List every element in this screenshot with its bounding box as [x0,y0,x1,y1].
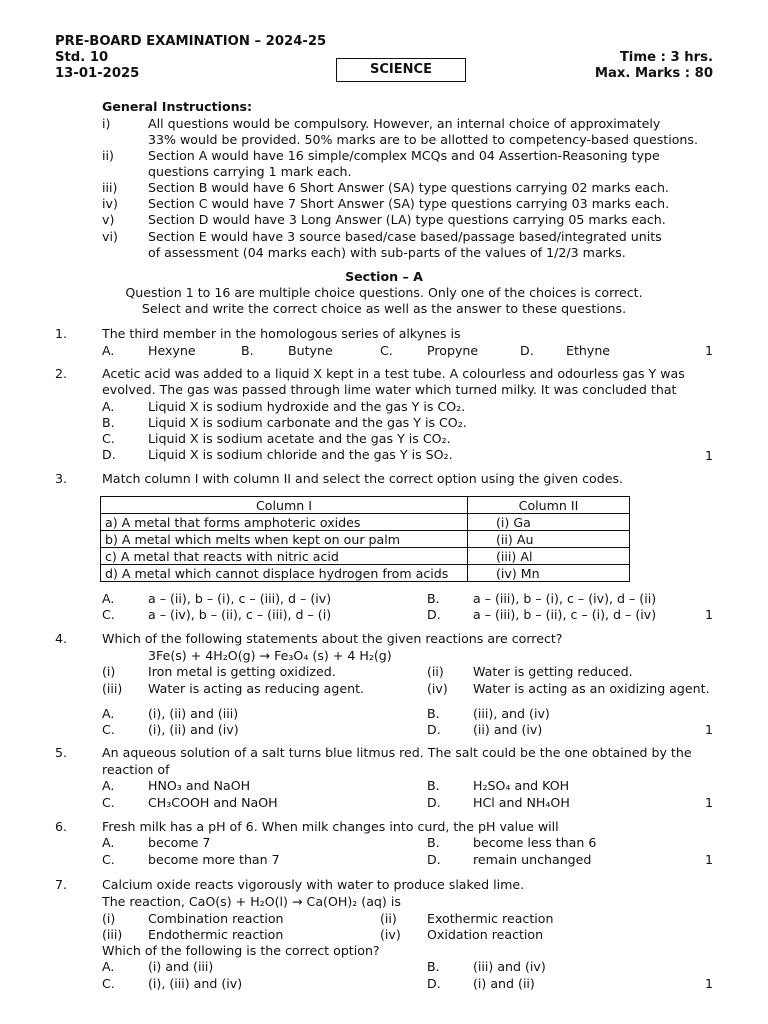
option-label: B. [427,778,440,793]
exam-title: PRE-BOARD EXAMINATION – 2024-25 [55,34,327,49]
instruction-line: 33% would be provided. 50% marks are to be allotted to competency-based questions. [148,132,698,147]
question-number: 4. [55,631,68,646]
option-text: HNO₃ and NaOH [148,778,251,793]
subject-box: SCIENCE [336,58,466,82]
statement-text: Water is acting as reducing agent. [148,681,365,696]
question-number: 3. [55,471,68,486]
option-text: (iii) and (iv) [473,959,546,974]
table-cell: (iv) Mn [468,565,630,582]
option-label: A. [102,959,115,974]
match-table [100,496,630,582]
max-marks: Max. Marks : 80 [594,66,713,81]
statement-label: (ii) [380,911,397,926]
instruction-line: of assessment (04 marks each) with sub-parts of the values of 1/2/3 marks. [148,245,626,260]
option-label: D. [520,343,534,358]
option-label: A. [102,343,115,358]
statement-label: (i) [102,664,116,679]
marks: 1 [705,607,714,622]
statement-text: Endothermic reaction [148,927,284,942]
statement-label: (iv) [380,927,401,942]
table-row [101,531,630,548]
instruction-num: i) [102,116,111,131]
table-row [101,548,630,565]
question-number: 2. [55,366,68,381]
statement-text: Exothermic reaction [427,911,554,926]
option-label: B. [427,959,440,974]
option-label: D. [427,722,441,737]
marks: 1 [705,722,714,737]
option-label: D. [427,976,441,991]
marks: 1 [705,795,714,810]
option-label: C. [102,795,115,810]
table-cell: (ii) Au [468,531,630,548]
option-text: (i), (ii) and (iii) [148,706,239,721]
question-text: An aqueous solution of a salt turns blue litmus red. The salt could be the one obtained by the [102,745,692,760]
statement-text: Combination reaction [148,911,284,926]
option-text: become less than 6 [473,835,597,850]
marks: 1 [705,343,714,358]
table-cell: (i) Ga [468,514,630,531]
option-text: Liquid X is sodium carbonate and the gas Y is CO₂. [148,415,467,430]
option-text: Butyne [288,343,333,358]
option-text: (iii), and (iv) [473,706,550,721]
option-text: Liquid X is sodium hydroxide and the gas Y is CO₂. [148,399,466,414]
option-label: B. [102,415,115,430]
option-label: C. [380,343,393,358]
instruction-line: Section E would have 3 source based/case based/passage based/integrated units [148,229,662,244]
option-text: remain unchanged [473,852,592,867]
statement-label: (iv) [427,681,448,696]
table-row [101,514,630,531]
statement-text: Water is getting reduced. [473,664,633,679]
instruction-line: Section B would have 6 Short Answer (SA) type questions carrying 02 marks each. [148,180,669,195]
table-header-column-1: Column I [101,497,468,514]
option-label: A. [102,778,115,793]
question-number: 1. [55,326,68,341]
option-label: A. [102,835,115,850]
table-header-column-2: Column II [468,497,630,514]
option-text: a – (ii), b – (i), c – (iii), d – (iv) [148,591,332,606]
option-label: D. [427,795,441,810]
question-number: 6. [55,819,68,834]
instruction-num: vi) [102,229,118,244]
instruction-num: iv) [102,196,118,211]
option-label: D. [427,607,441,622]
option-label: C. [102,607,115,622]
option-text: a – (iii), b – (i), c – (iv), d – (ii) [473,591,657,606]
option-text: become more than 7 [148,852,280,867]
question-number: 5. [55,745,68,760]
question-text: reaction of [102,762,170,777]
question-text: Calcium oxide reacts vigorously with water to produce slaked lime. [102,877,525,892]
table-cell: (iii) Al [468,548,630,565]
option-label: B. [241,343,254,358]
instruction-line: All questions would be compulsory. However, an internal choice of approximately [148,116,661,131]
option-label: C. [102,431,115,446]
instruction-line: Section D would have 3 Long Answer (LA) type questions carrying 05 marks each. [148,212,666,227]
question-text: The third member in the homologous series of alkynes is [102,326,461,341]
instruction-line: Section C would have 7 Short Answer (SA) type questions carrying 03 marks each. [148,196,670,211]
statement-label: (i) [102,911,116,926]
option-label: B. [427,591,440,606]
option-text: HCl and NH₄OH [473,795,570,810]
table-row [101,565,630,582]
option-text: (i), (ii) and (iv) [148,722,239,737]
option-text: H₂SO₄ and KOH [473,778,570,793]
question-text: Acetic acid was added to a liquid X kept in a test tube. A colourless and odourless gas Y was [102,366,685,381]
instruction-num: v) [102,212,115,227]
option-text: Propyne [427,343,479,358]
marks: 1 [705,852,714,867]
option-label: A. [102,399,115,414]
section-a-title: Section – A [345,269,423,284]
question-prompt: Which of the following is the correct option? [102,943,380,958]
chemical-equation: 3Fe(s) + 4H₂O(g) → Fe₃O₄ (s) + 4 H₂(g) [148,648,392,663]
option-text: Hexyne [148,343,196,358]
instruction-line: questions carrying 1 mark each. [148,164,352,179]
option-text: become 7 [148,835,211,850]
option-label: C. [102,976,115,991]
option-text: (ii) and (iv) [473,722,543,737]
section-a-intro: Select and write the correct choice as well as the answer to these questions. [141,301,627,316]
marks: 1 [705,448,714,463]
option-label: D. [427,852,441,867]
question-text: Which of the following statements about the given reactions are correct? [102,631,563,646]
option-text: Ethyne [566,343,611,358]
option-label: C. [102,722,115,737]
question-number: 7. [55,877,68,892]
option-text: Liquid X is sodium chloride and the gas Y is SO₂. [148,447,453,462]
question-text: Fresh milk has a pH of 6. When milk changes into curd, the pH value will [102,819,559,834]
statement-text: Iron metal is getting oxidized. [148,664,336,679]
time-allowed: Time : 3 hrs. [619,50,713,65]
exam-date: 13-01-2025 [55,66,140,81]
table-header-row [101,497,630,514]
option-label: D. [102,447,116,462]
statement-label: (ii) [427,664,444,679]
option-label: B. [427,706,440,721]
marks: 1 [705,976,714,991]
option-text: (i), (iii) and (iv) [148,976,243,991]
statement-text: Water is acting as an oxidizing agent. [473,681,710,696]
option-text: Liquid X is sodium acetate and the gas Y is CO₂. [148,431,451,446]
table-cell: c) A metal that reacts with nitric acid [101,548,468,565]
instruction-line: Section A would have 16 simple/complex MCQs and 04 Assertion-Reasoning type [148,148,660,163]
option-text: a – (iii), b – (ii), c – (i), d – (iv) [473,607,657,622]
option-text: CH₃COOH and NaOH [148,795,278,810]
section-a-intro: Question 1 to 16 are multiple choice questions. Only one of the choices is correct. [125,285,643,300]
question-text: Match column I with column II and select the correct option using the given codes. [102,471,624,486]
statement-label: (iii) [102,927,123,942]
table-cell: b) A metal which melts when kept on our palm [101,531,468,548]
table-cell: d) A metal which cannot displace hydrogen from acids [101,565,468,582]
option-text: (i) and (iii) [148,959,214,974]
instruction-num: ii) [102,148,114,163]
option-label: A. [102,591,115,606]
option-text: a – (iv), b – (ii), c – (iii), d – (i) [148,607,332,622]
reaction-text: The reaction, CaO(s) + H₂O(l) → Ca(OH)₂ (aq) is [102,894,401,909]
question-text: evolved. The gas was passed through lime water which turned milky. It was concluded that [102,382,677,397]
option-label: A. [102,706,115,721]
option-label: B. [427,835,440,850]
instructions-heading: General Instructions: [102,99,253,114]
option-text: (i) and (ii) [473,976,535,991]
table-cell: a) A metal that forms amphoteric oxides [101,514,468,531]
option-label: C. [102,852,115,867]
statement-label: (iii) [102,681,123,696]
standard: Std. 10 [55,50,109,65]
statement-text: Oxidation reaction [427,927,544,942]
instruction-num: iii) [102,180,118,195]
